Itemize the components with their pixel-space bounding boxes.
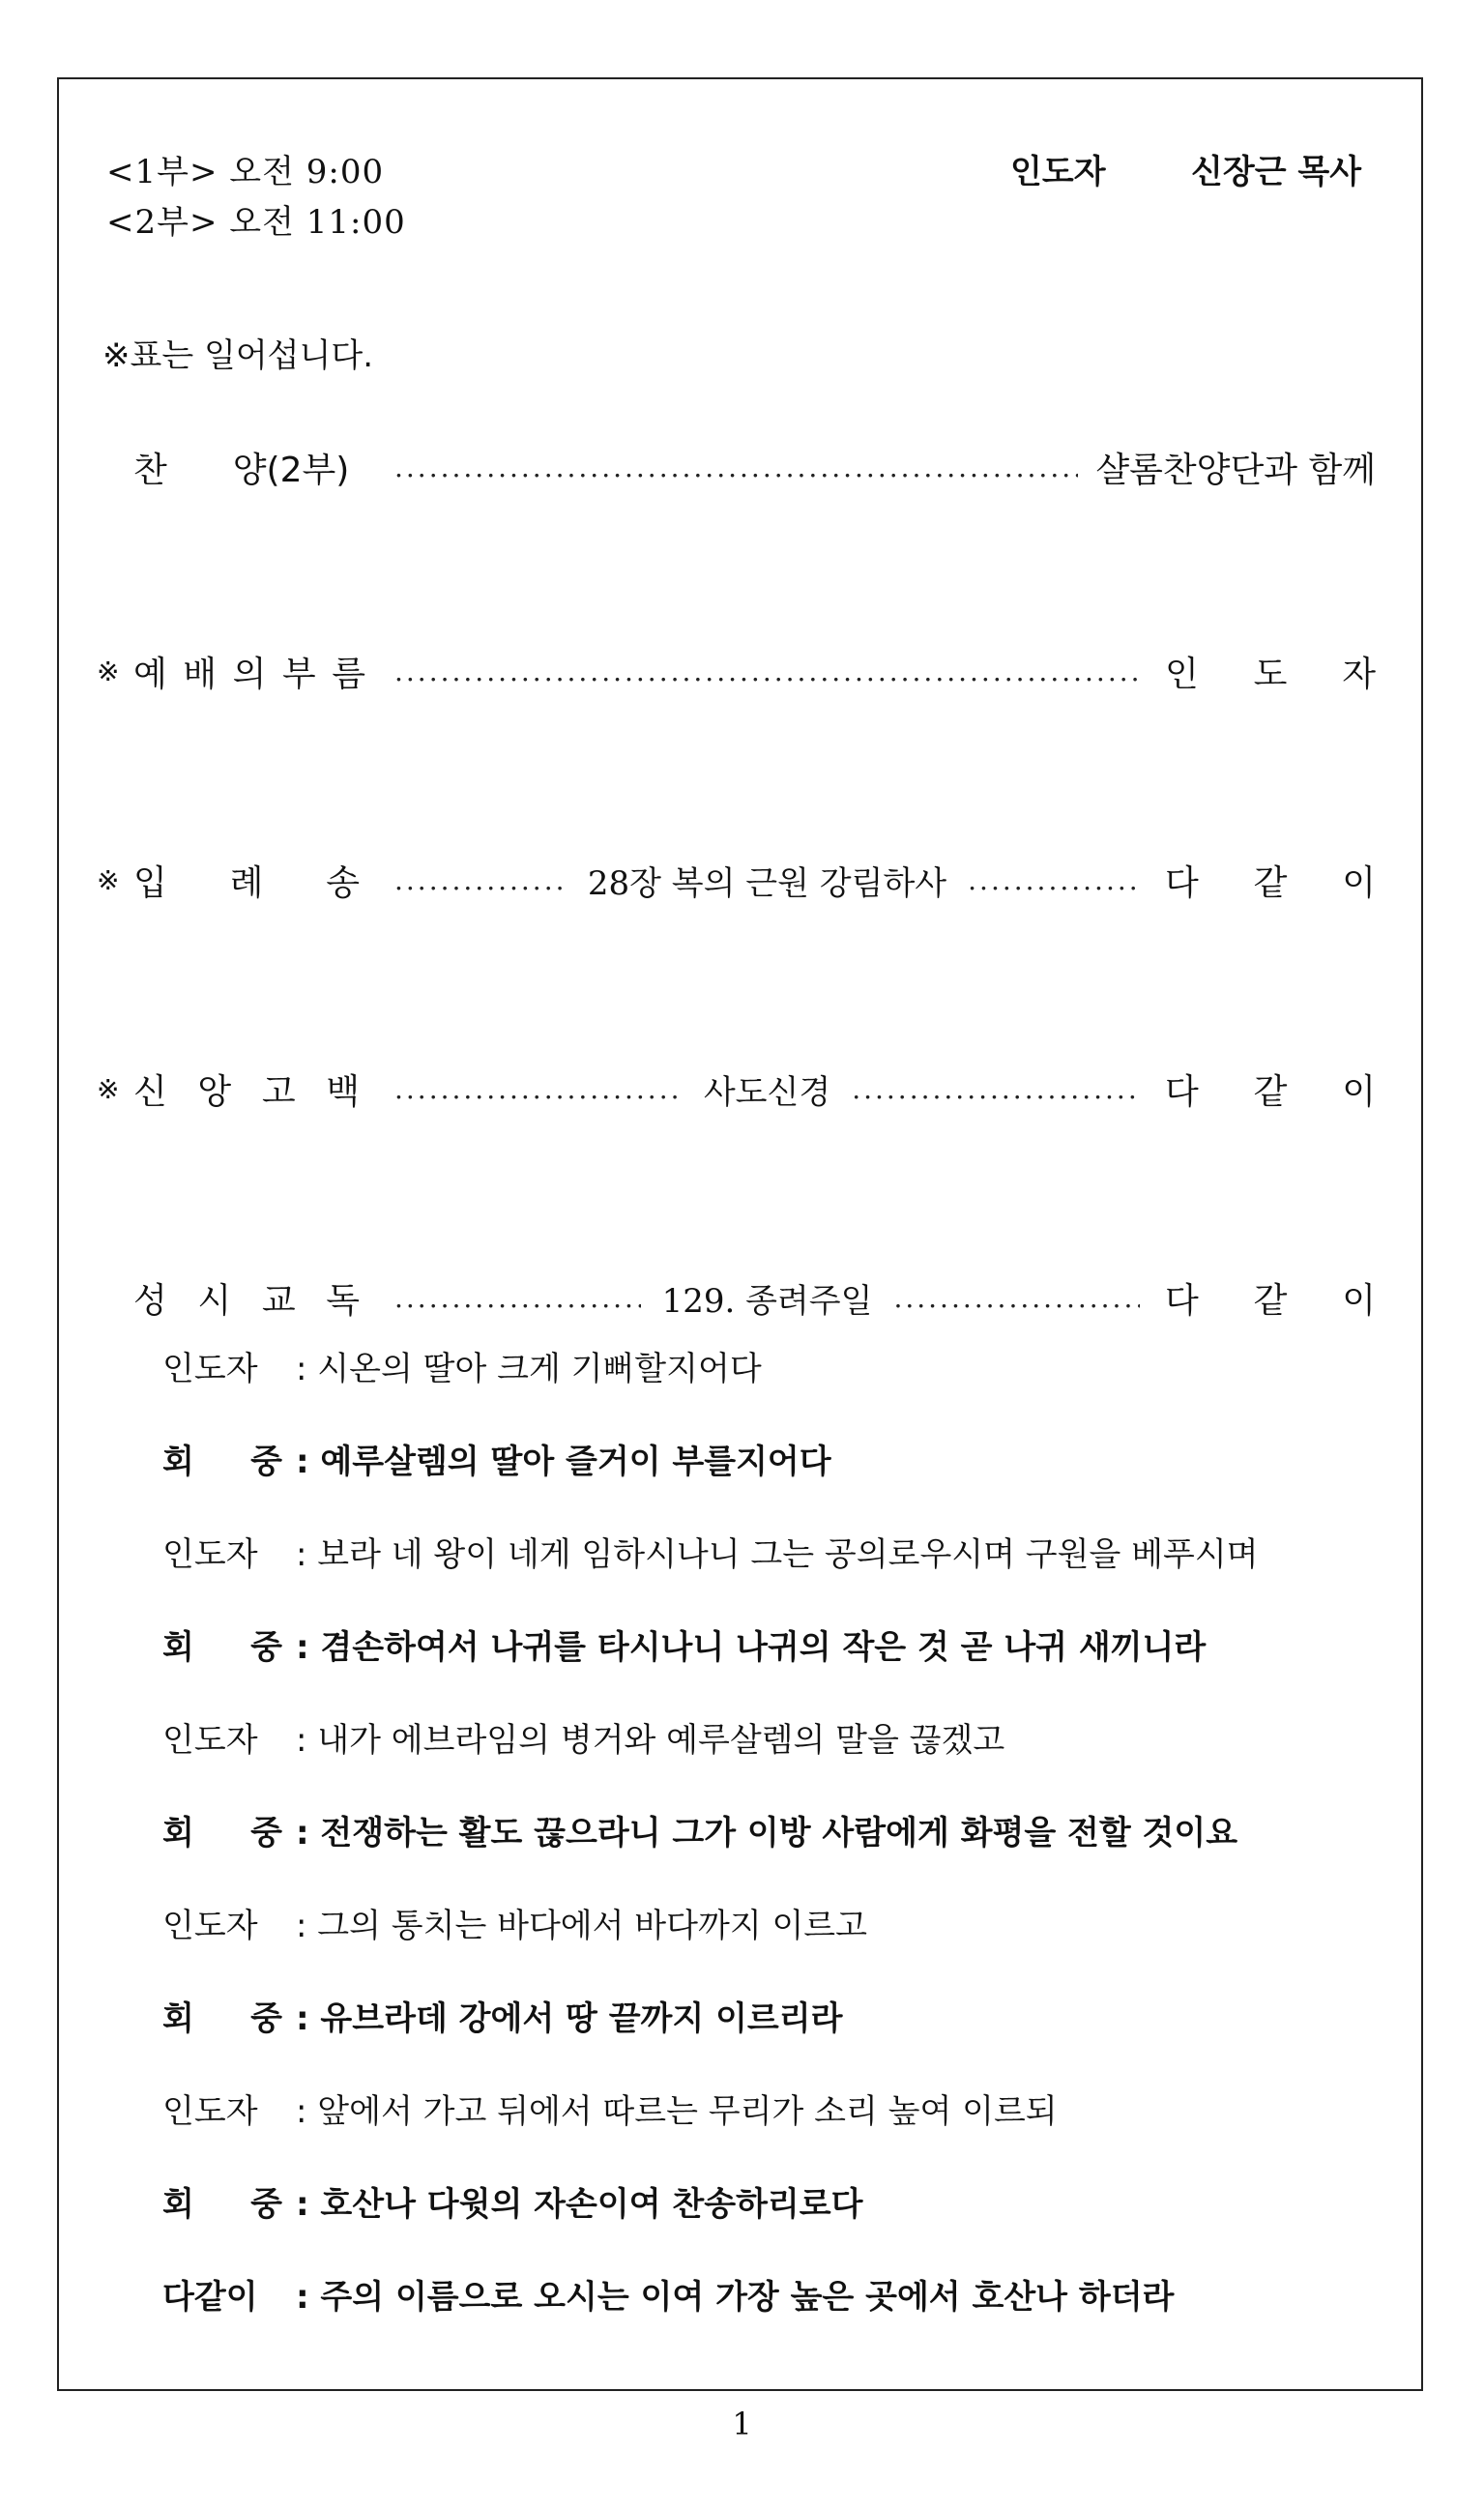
order-title-char: 송 [326,862,360,903]
page-number: 1 [732,2406,752,2442]
order-detail [394,1065,1140,1113]
order-title-char: 백 [326,1071,360,1112]
reading-text: : 시온의 딸아 크게 기뻐할지어다 [296,1350,762,1388]
dot-leader [394,452,1078,483]
dot-leader [394,1282,641,1314]
order-performer [1140,856,1376,905]
order-title [133,856,394,905]
dot-leader [893,1282,1140,1314]
performer-char: 같 [1253,862,1288,903]
order-performer [1140,1065,1376,1114]
reading-line-congregation [162,1806,1237,1853]
order-title [133,1273,394,1323]
order-title [133,647,394,696]
performer-char: 다 [1165,1280,1199,1321]
order-title-char: 성 [133,1280,167,1321]
reading-speaker [162,1806,282,1853]
reading-speaker: 인도자 [162,1535,258,1574]
reading-line-leader [162,1342,762,1389]
reading-line-leader [162,1713,1004,1761]
order-title-char: 고 [261,1071,296,1112]
order-detail [394,857,1140,904]
performer-char: 다 [1165,862,1199,903]
speaker-char: 중 [250,1443,282,1481]
order-title [133,1065,394,1114]
reading-text: : 호산나 다윗의 자손이여 찬송하리로다 [296,2185,863,2224]
speaker-char: 회 [162,1814,194,1853]
performer-char: 도 [1253,654,1288,694]
performer-char: 이 [1342,1280,1376,1321]
performer-char: 이 [1342,1071,1376,1112]
reading-speaker: 인도자 [162,1907,258,1945]
dot-leader [968,864,1140,896]
speaker-char: 회 [162,1443,194,1481]
order-title-char: 교 [261,1280,296,1321]
speaker-char: 중 [250,2185,282,2224]
reading-line-leader [162,1528,1259,1575]
dot-leader [394,864,567,896]
dot-leader [394,1073,683,1105]
leader-label: 인도자 [1010,153,1106,191]
reading-speaker [162,1435,282,1482]
dot-leader [394,656,1140,687]
performer-char: 인 [1165,654,1199,694]
speaker-char: 회 [162,1999,194,2038]
speaker-char: 회 [162,1628,194,1667]
order-performer [1140,1273,1376,1323]
order-title-char: 름 [332,654,365,694]
page-frame [57,77,1423,2391]
speaker-char: 회 [162,2185,194,2224]
reading-line-all [162,2270,1174,2318]
performer-char: 같 [1253,1071,1288,1112]
reading-line-congregation [162,1435,831,1482]
order-title-char: 례 [229,862,264,903]
order-title-part: 양(2부) [232,450,350,490]
reading-text: : 앞에서 가고 뒤에서 따르는 무리가 소리 높여 이르되 [296,2092,1058,2131]
order-title-char: 부 [281,654,316,694]
reading-line-leader [162,1899,867,1946]
reading-line-leader [162,2085,1058,2132]
order-title-char: 의 [232,654,267,694]
reading-text: : 보라 네 왕이 네게 임하시나니 그는 공의로우시며 구원을 베푸시며 [296,1535,1259,1574]
reading-speaker [162,1992,282,2039]
leader-dots [394,452,1078,483]
performer-char: 다 [1165,1071,1199,1112]
order-row-creed [97,1064,1376,1114]
reading-text: : 예루살렘의 딸아 즐거이 부를지어다 [296,1443,831,1481]
standing-mark: ※ [97,1072,120,1105]
reading-line-congregation [162,1992,842,2039]
reading-text: : 주의 이름으로 오시는 이여 가장 높은 곳에서 호산나 하더라 [296,2278,1175,2317]
leader-dots [394,656,1140,687]
service-time-1: <1부> 오전 9:00 [106,153,385,191]
creed-title: 사도신경 [703,1072,831,1112]
order-title-char: 독 [326,1280,360,1321]
order-title-char: 앙 [197,1071,232,1112]
order-title-char: 신 [133,1071,167,1112]
reading-line-congregation [162,1620,1206,1668]
order-title-part: 찬 [133,450,167,490]
order-title [133,443,394,492]
standing-mark: ※ [97,655,120,687]
order-title-char: 시 [197,1280,232,1321]
order-row-opening-hymn [97,855,1376,905]
performer-char: 자 [1342,654,1376,694]
performer-char: 같 [1253,1280,1288,1321]
order-row-praise [97,442,1376,492]
reading-text: : 전쟁하는 활도 끊으라니 그가 이방 사람에게 화평을 전할 것이요 [296,1814,1238,1853]
speaker-char: 중 [250,1628,282,1667]
leader-name: 신장근 목사 [1191,153,1362,191]
reading-line-congregation [162,2177,862,2225]
reading-speaker [162,2177,282,2225]
reading-text: : 그의 통치는 바다에서 바다까지 이르고 [296,1907,867,1945]
reading-title: 129. 종려주일 [661,1281,873,1321]
reading-speaker [162,1620,282,1668]
order-title-char: 입 [133,862,167,903]
dot-leader [852,1073,1140,1105]
service-time-2: <2부> 오전 11:00 [106,203,406,242]
reading-speaker: 다같이 [162,2278,258,2317]
order-title-char: 배 [183,654,218,694]
order-row-call-to-worship [97,646,1376,696]
reading-speaker: 인도자 [162,2092,258,2131]
reading-text: : 겸손하여서 나귀를 타시나니 나귀의 작은 것 곧 나귀 새끼니라 [296,1628,1207,1667]
standing-mark: ※ [97,863,120,896]
order-title-char: 예 [133,654,167,694]
speaker-char: 중 [250,1814,282,1853]
reading-speaker: 인도자 [162,1721,258,1760]
reading-text: : 유브라데 강에서 땅 끝까지 이르리라 [296,1999,843,2038]
standing-notice: ※표는 일어섭니다. [102,336,374,375]
order-detail [394,1274,1140,1322]
performer-char: 이 [1342,862,1376,903]
order-performer [1140,647,1376,696]
hymn-title: 28장 복의 근원 강림하사 [587,863,947,903]
reading-text: : 내가 에브라임의 병거와 예루살렘의 말을 끊겠고 [296,1721,1005,1760]
speaker-char: 중 [250,1999,282,2038]
order-performer: 샬롬찬양단과 함께 [1095,450,1376,490]
order-row-responsive-reading [97,1272,1376,1323]
reading-speaker: 인도자 [162,1350,258,1388]
